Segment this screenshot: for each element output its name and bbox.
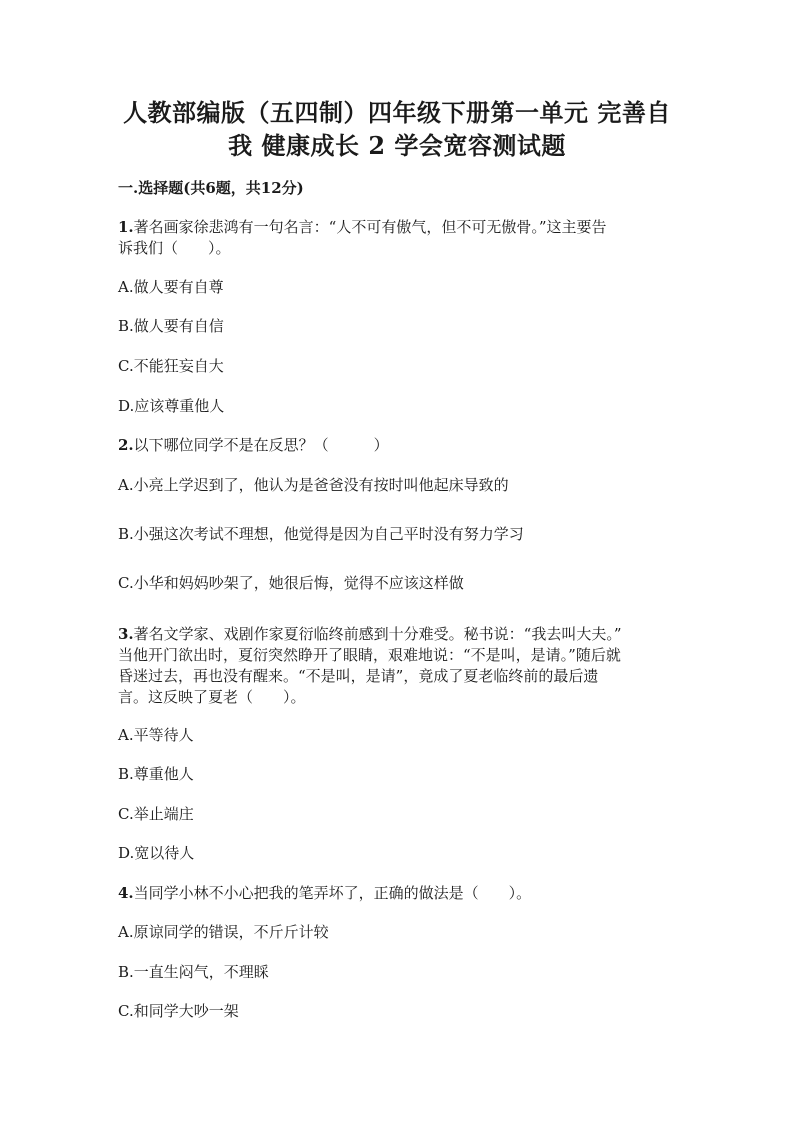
- question-1-option-a: A.做人要有自尊: [118, 278, 224, 296]
- question-1-option-c: C.不能狂妄自大: [118, 357, 224, 375]
- question-3-option-a: A.平等待人: [118, 726, 194, 744]
- question-3-line-4: 言。这反映了夏老（ ）。: [118, 688, 306, 706]
- question-3-number: 3.: [118, 625, 134, 643]
- section-heading: 一.选择题(共6题，共12分): [118, 179, 304, 197]
- document-title-line-1: 人教部编版（五四制）四年级下册第一单元 完善自: [123, 98, 671, 127]
- question-1-text: 著名画家徐悲鸿有一句名言：“人不可有傲气，但不可无傲骨。”这主要告: [133, 218, 607, 236]
- question-3-option-d: D.宽以待人: [118, 844, 195, 862]
- question-3-line-3: 昏迷过去，再也没有醒来。“不是叫，是请”，竟成了夏老临终前的最后遗: [118, 667, 599, 685]
- question-3-line-2: 当他开门欲出时，夏衍突然睁开了眼睛，艰难地说：“不是叫，是请。”随后就: [118, 646, 621, 664]
- question-1-number: 1.: [118, 218, 134, 236]
- question-4-option-a: A.原谅同学的错误，不斤斤计较: [118, 923, 329, 941]
- question-1-option-d: D.应该尊重他人: [118, 397, 225, 415]
- question-4-line-1: [118, 882, 531, 904]
- question-3-text: 著名文学家、戏剧作家夏衍临终前感到十分难受。秘书说：“我去叫大夫。”: [133, 625, 622, 643]
- question-2-option-b: B.小强这次考试不理想，他觉得是因为自己平时没有努力学习: [118, 525, 524, 543]
- question-2-number: 2.: [118, 436, 134, 454]
- question-4-option-b: B.一直生闷气，不理睬: [118, 963, 269, 981]
- question-2-option-a: A.小亮上学迟到了，他认为是爸爸没有按时叫他起床导致的: [118, 476, 509, 494]
- question-2-text: 以下哪位同学不是在反思？（ ）: [133, 436, 389, 454]
- question-1-line-2: 诉我们（ ）。: [118, 239, 231, 257]
- question-1-line-1: [118, 216, 607, 238]
- question-2-option-c: C.小华和妈妈吵架了，她很后悔，觉得不应该这样做: [118, 574, 464, 592]
- question-4-option-c: C.和同学大吵一架: [118, 1002, 239, 1020]
- question-3-option-c: C.举止端庄: [118, 805, 194, 823]
- question-3-line-1: [118, 623, 622, 645]
- question-4-number: 4.: [118, 884, 134, 902]
- document-title-line-2: 我 健康成长 2 学会宽容测试题: [228, 131, 566, 160]
- question-2-line-1: [118, 434, 389, 456]
- question-4-text: 当同学小林不小心把我的笔弄坏了，正确的做法是（ ）。: [133, 884, 532, 902]
- question-1-option-b: B.做人要有自信: [118, 317, 224, 335]
- question-3-option-b: B.尊重他人: [118, 765, 194, 783]
